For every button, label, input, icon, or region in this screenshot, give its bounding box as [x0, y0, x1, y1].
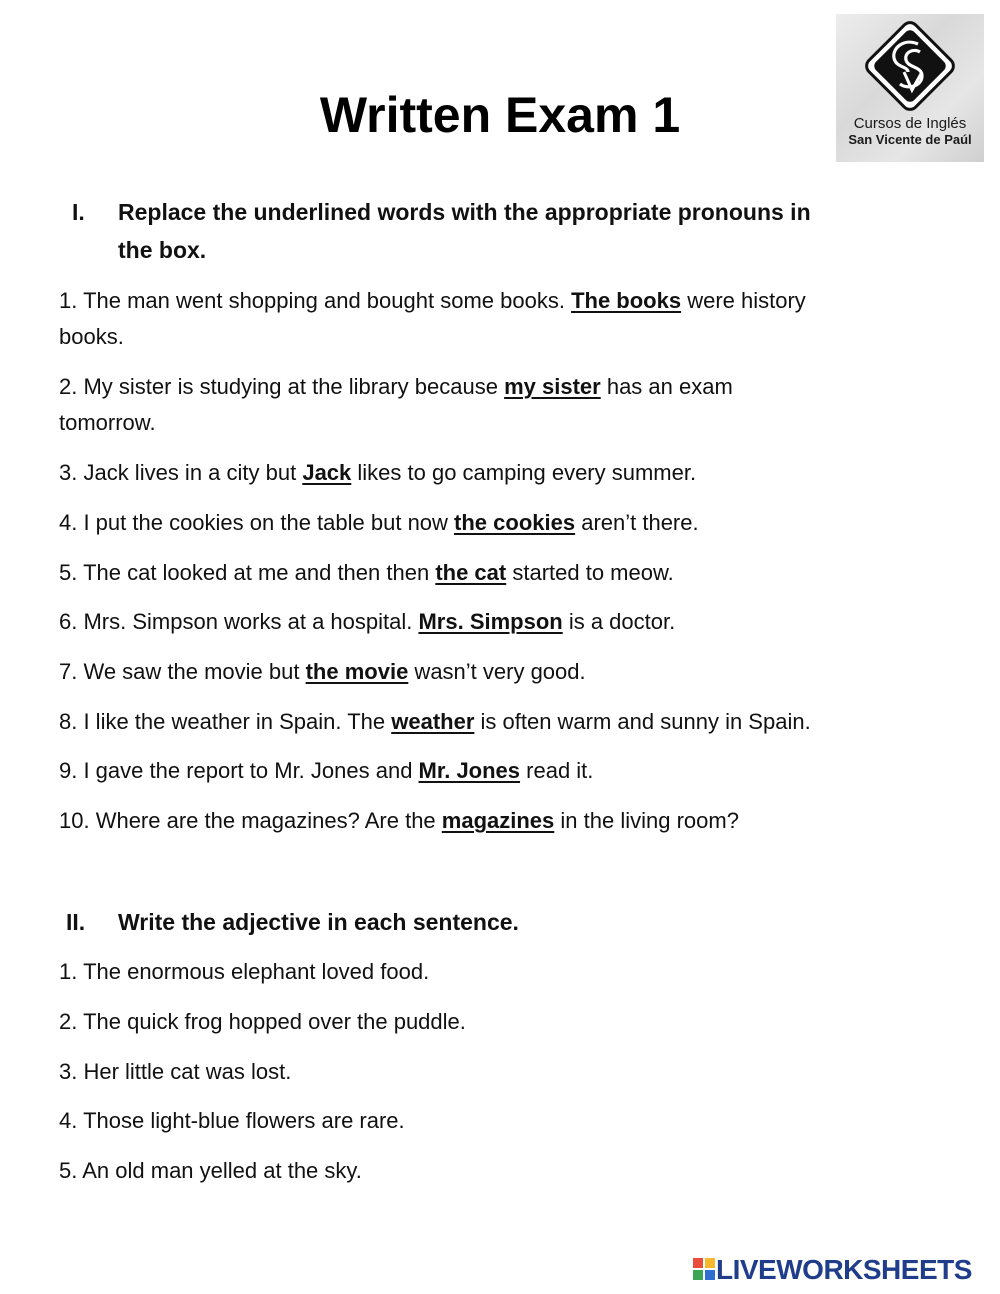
liveworksheets-brand-text: LIVEWORKSHEETS — [716, 1254, 972, 1285]
item-text: 2. My sister is studying at the library because — [59, 374, 505, 399]
item-text: in the living room? — [554, 808, 739, 833]
logo-text-line2: San Vicente de Paúl — [848, 132, 972, 147]
item-text: 5. The cat looked at me and then then — [59, 560, 436, 585]
exercise-1-item-3 — [59, 455, 696, 491]
underlined-words: Mrs. Simpson — [418, 609, 563, 634]
exercise-1-item-7 — [59, 654, 586, 690]
exercise-1-item-10 — [59, 803, 739, 839]
item-text: is often warm and sunny in Spain. — [474, 709, 811, 734]
item-text: wasn’t very good. — [408, 659, 586, 684]
underlined-words: the cookies — [454, 510, 576, 535]
liveworksheets-logo-icon — [692, 1257, 716, 1281]
exercise-1-item-1 — [59, 283, 806, 319]
section-1-heading — [72, 193, 952, 273]
item-text: started to meow. — [506, 560, 674, 585]
underlined-words: magazines — [441, 808, 555, 833]
exercise-2-item-3: 3. Her little cat was lost. — [59, 1059, 292, 1084]
school-logo — [836, 14, 984, 162]
underlined-words: my sister — [504, 374, 601, 399]
item-text: 8. I like the weather in Spain. The — [59, 709, 392, 734]
exercise-2-item-4: 4. Those light-blue flowers are rare. — [59, 1108, 405, 1133]
section-1-heading-line1: Replace the underlined words with the appropriate pronouns in — [118, 199, 811, 225]
underlined-words: the cat — [435, 560, 507, 585]
underlined-words: The books — [571, 288, 682, 313]
exercise-1-item-8 — [59, 704, 811, 740]
exercise-1-item-5 — [59, 555, 674, 591]
item-text: 1. The man went shopping and bought some books. — [59, 288, 572, 313]
section-1-number: I. — [72, 199, 85, 225]
liveworksheets-footer[interactable] — [692, 1254, 992, 1284]
page-title: Written Exam 1 — [319, 87, 681, 143]
item-text: 6. Mrs. Simpson works at a hospital. — [59, 609, 419, 634]
exercise-1-item-4 — [59, 505, 699, 541]
item-text: likes to go camping every summer. — [351, 460, 697, 485]
logo-text-line1: Cursos de Inglés — [853, 115, 967, 132]
underlined-words: Jack — [302, 460, 352, 485]
exercise-1-item-2 — [59, 369, 733, 405]
exercise-2-item-2: 2. The quick frog hopped over the puddle. — [59, 1009, 466, 1034]
item-text: 9. I gave the report to Mr. Jones and — [59, 758, 419, 783]
item-text: 4. I put the cookies on the table but now — [59, 510, 455, 535]
item-text: 7. We saw the movie but — [59, 659, 306, 684]
underlined-words: the movie — [305, 659, 409, 684]
exercise-1-item-2-continued: tomorrow. — [59, 410, 156, 435]
item-text: is a doctor. — [562, 609, 676, 634]
section-2-number: II. — [66, 909, 86, 935]
exercise-1-item-1-continued: books. — [59, 324, 124, 349]
underlined-words: weather — [391, 709, 475, 734]
item-text: were history — [681, 288, 806, 313]
item-text: has an exam — [600, 374, 733, 399]
item-text: 10. Where are the magazines? Are the — [59, 808, 442, 833]
item-text: 3. Jack lives in a city but — [59, 460, 303, 485]
exercise-1-item-9 — [59, 753, 593, 789]
exercise-2-item-1: 1. The enormous elephant loved food. — [59, 959, 430, 984]
item-text: read it. — [520, 758, 594, 783]
section-2-heading-text: Write the adjective in each sentence. — [118, 909, 519, 935]
section-2-heading — [66, 903, 946, 941]
item-text: aren’t there. — [575, 510, 699, 535]
underlined-words: Mr. Jones — [418, 758, 521, 783]
exercise-1-item-6 — [59, 604, 675, 640]
section-1-heading-line2: the box. — [118, 237, 207, 263]
exercise-2-item-5: 5. An old man yelled at the sky. — [59, 1158, 362, 1183]
